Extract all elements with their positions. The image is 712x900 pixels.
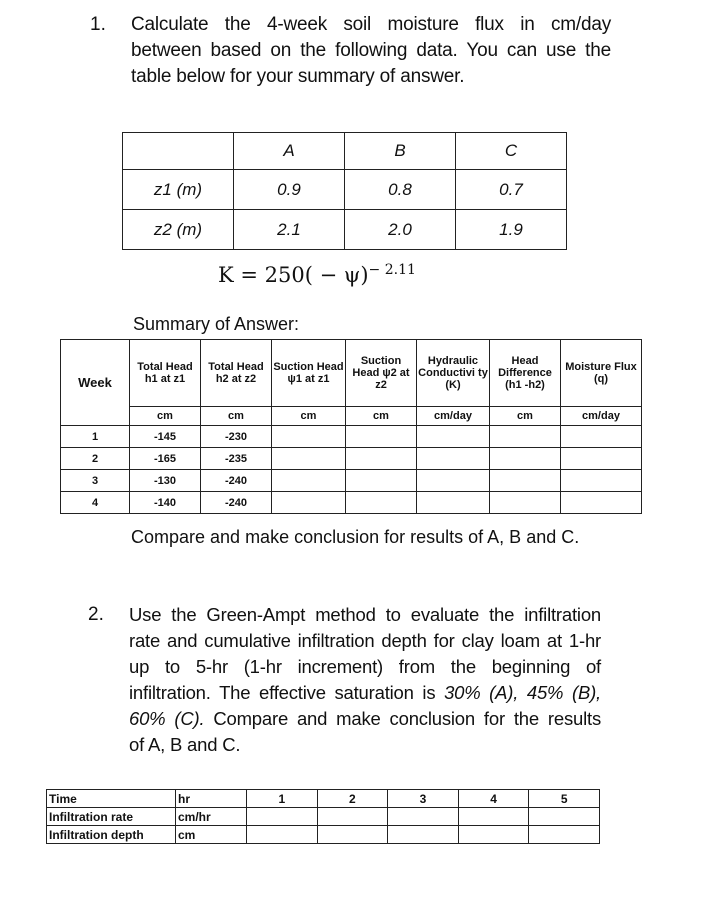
h1-cell: -165	[130, 448, 201, 470]
answer-cell[interactable]	[561, 426, 642, 448]
answer-cell[interactable]	[561, 448, 642, 470]
answer-cell[interactable]	[317, 808, 388, 826]
answer-cell[interactable]	[247, 808, 318, 826]
q2-line2: rate and cumulative infiltration depth for clay loam at 1-hr	[129, 630, 601, 651]
unit-cell: hr	[176, 790, 247, 808]
h2-cell: -240	[201, 470, 272, 492]
table-row	[61, 492, 642, 514]
col-header-flux: Moisture Flux (q)	[561, 340, 642, 407]
row-label: Infiltration depth	[47, 826, 176, 844]
q2-line4-text: infiltration. The effective saturation is	[129, 682, 436, 703]
depth-cell: 0.8	[345, 170, 456, 210]
col-header-k: Hydraulic Conductivi ty (K)	[417, 340, 490, 407]
table-row	[61, 426, 642, 448]
depth-header-c: C	[456, 133, 567, 170]
h2-cell: -235	[201, 448, 272, 470]
answer-cell[interactable]	[561, 470, 642, 492]
unit-cell: cm	[272, 407, 346, 426]
q2-line1: Use the Green-Ampt method to evaluate the infiltration	[129, 604, 601, 625]
answer-cell[interactable]	[529, 808, 600, 826]
time-cell: 4	[458, 790, 529, 808]
infiltration-table	[46, 789, 600, 844]
week-cell: 1	[61, 426, 130, 448]
time-cell: 3	[388, 790, 459, 808]
summary-title: Summary of Answer:	[133, 314, 300, 334]
unit-cell: cm/day	[561, 407, 642, 426]
q2-line4	[129, 680, 601, 706]
time-cell: 2	[317, 790, 388, 808]
depth-corner-cell	[123, 133, 234, 170]
answer-cell[interactable]	[490, 448, 561, 470]
summary-table	[60, 339, 642, 514]
col-header-psi1: Suction Head ψ1 at z1	[272, 340, 346, 407]
table-row	[47, 808, 600, 826]
unit-cell: cm	[490, 407, 561, 426]
q2-value-b: 45% (B),	[526, 682, 601, 703]
answer-cell[interactable]	[346, 448, 417, 470]
answer-cell[interactable]	[490, 470, 561, 492]
row-label: Infiltration rate	[47, 808, 176, 826]
answer-cell[interactable]	[317, 826, 388, 844]
q1-text	[131, 12, 611, 90]
answer-cell[interactable]	[458, 826, 529, 844]
time-cell: 1	[247, 790, 318, 808]
q1-line2: between based on the following data. You can use the	[131, 40, 611, 61]
unit-cell: cm	[130, 407, 201, 426]
answer-cell[interactable]	[388, 826, 459, 844]
depth-header-a: A	[234, 133, 345, 170]
depth-table	[122, 132, 567, 250]
answer-cell[interactable]	[346, 492, 417, 514]
answer-cell[interactable]	[561, 492, 642, 514]
answer-cell[interactable]	[417, 492, 490, 514]
q1-line1: Calculate the 4-week soil moisture flux in cm/day	[131, 14, 611, 35]
answer-cell[interactable]	[490, 426, 561, 448]
h1-cell: -130	[130, 470, 201, 492]
formula-main: K = 250( − ψ)	[218, 263, 369, 287]
col-header-psi2: Suction Head ψ2 at z2	[346, 340, 417, 407]
col-header-head-diff: Head Difference (h1 -h2)	[490, 340, 561, 407]
answer-cell[interactable]	[417, 470, 490, 492]
q1-conclusion: Compare and make conclusion for results of A, B and C.	[131, 527, 580, 547]
h2-cell: -240	[201, 492, 272, 514]
answer-cell[interactable]	[272, 492, 346, 514]
q2-line3: up to 5-hr (1-hr increment) from the beginning of	[129, 656, 601, 677]
answer-cell[interactable]	[417, 448, 490, 470]
row-label: Time	[47, 790, 176, 808]
q2-value-a: 30% (A),	[444, 682, 519, 703]
conductivity-formula	[218, 262, 416, 287]
unit-cell: cm	[346, 407, 417, 426]
depth-cell: 2.1	[234, 210, 345, 250]
table-row	[61, 470, 642, 492]
col-header-h1: Total Head h1 at z1	[130, 340, 201, 407]
h1-cell: -145	[130, 426, 201, 448]
h2-cell: -230	[201, 426, 272, 448]
h1-cell: -140	[130, 492, 201, 514]
table-row	[47, 826, 600, 844]
depth-cell: 0.7	[456, 170, 567, 210]
q2-line5-text: Compare and make conclusion for the results	[213, 708, 601, 729]
depth-cell: 0.9	[234, 170, 345, 210]
depth-cell: 1.9	[456, 210, 567, 250]
formula-exponent: − 2.11	[368, 262, 416, 278]
answer-cell[interactable]	[272, 448, 346, 470]
unit-cell: cm/hr	[176, 808, 247, 826]
time-cell: 5	[529, 790, 600, 808]
unit-cell: cm	[176, 826, 247, 844]
depth-cell: 2.0	[345, 210, 456, 250]
answer-cell[interactable]	[247, 826, 318, 844]
q1-line3: table below for your summary of answer.	[131, 66, 465, 87]
week-cell: 3	[61, 470, 130, 492]
answer-cell[interactable]	[272, 426, 346, 448]
table-row	[47, 790, 600, 808]
unit-cell: cm	[201, 407, 272, 426]
week-cell: 4	[61, 492, 130, 514]
answer-cell[interactable]	[458, 808, 529, 826]
answer-cell[interactable]	[388, 808, 459, 826]
q2-line6: of A, B and C.	[129, 734, 241, 755]
depth-row-label: z2 (m)	[123, 210, 234, 250]
col-header-h2: Total Head h2 at z2	[201, 340, 272, 407]
q2-number: 2.	[88, 604, 104, 625]
table-row	[61, 448, 642, 470]
answer-cell[interactable]	[346, 470, 417, 492]
unit-cell: cm/day	[417, 407, 490, 426]
q2-text	[129, 602, 601, 758]
answer-cell[interactable]	[272, 470, 346, 492]
week-cell: 2	[61, 448, 130, 470]
answer-cell[interactable]	[490, 492, 561, 514]
depth-header-b: B	[345, 133, 456, 170]
q2-value-c: 60% (C).	[129, 708, 205, 729]
week-header: Week	[61, 340, 130, 426]
q2-line5	[129, 706, 601, 732]
depth-row-label: z1 (m)	[123, 170, 234, 210]
answer-cell[interactable]	[417, 426, 490, 448]
answer-cell[interactable]	[346, 426, 417, 448]
q1-number: 1.	[90, 14, 106, 35]
answer-cell[interactable]	[529, 826, 600, 844]
